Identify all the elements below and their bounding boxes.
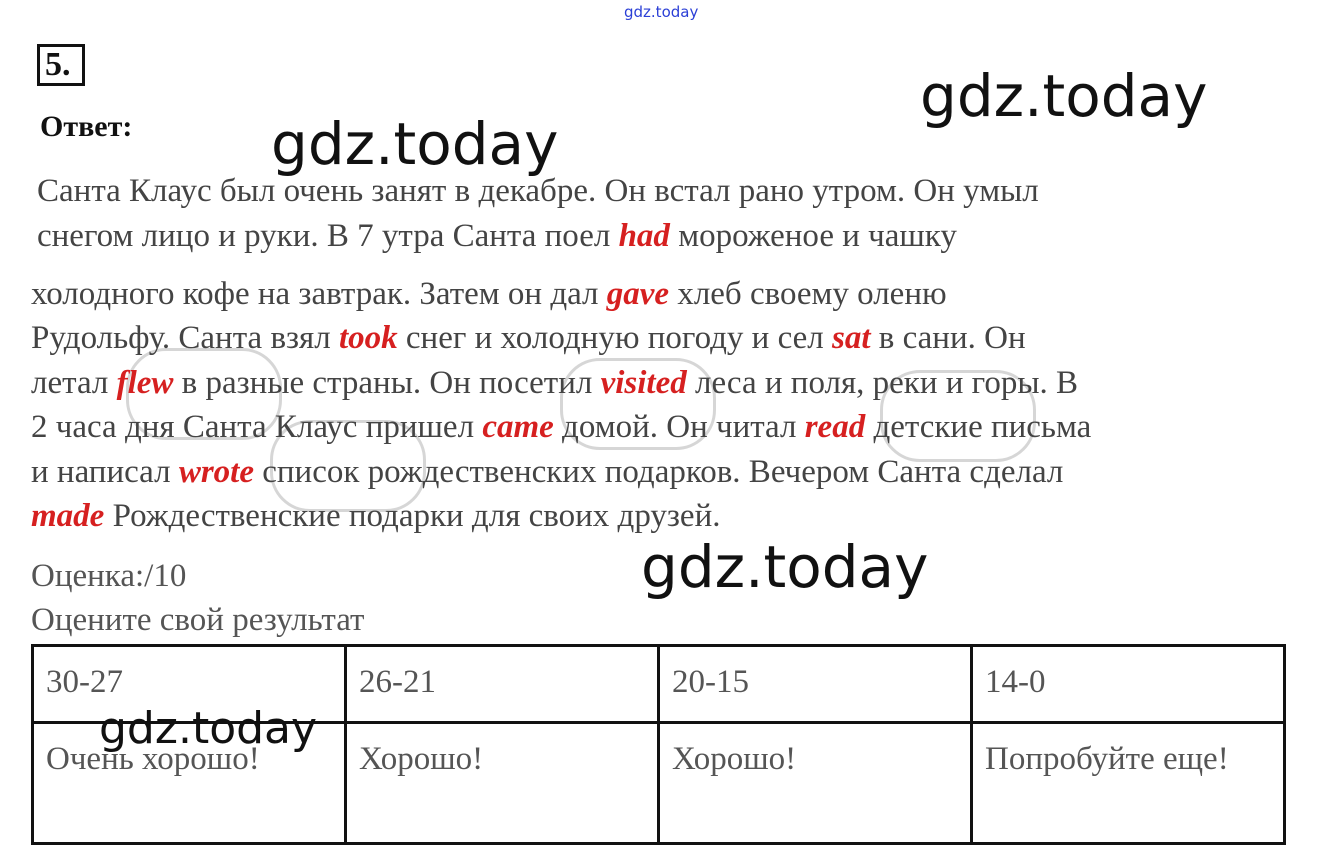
text-segment: Рудольфу. Санта взял: [31, 320, 339, 356]
highlighted-verb: had: [618, 218, 670, 254]
highlighted-verb: flew: [116, 365, 174, 401]
text-segment: домой. Он читал: [553, 409, 805, 445]
highlighted-verb: sat: [832, 320, 871, 356]
text-line: Санта Клаус был очень занят в декабре. Он встал рано утром. Он умыл: [37, 173, 1039, 209]
text-segment: в разные страны. Он посетил: [173, 365, 601, 401]
text-line: [31, 320, 1026, 357]
verdict-cell: Очень хорошо!: [33, 723, 346, 844]
text-segment: хлеб своему оленю: [669, 276, 947, 312]
text-line: [31, 498, 720, 535]
text-segment: леса и поля, реки и горы. В: [686, 365, 1079, 401]
exercise-number: 5.: [37, 44, 85, 86]
text-line: [37, 218, 957, 255]
text-segment: Рождественские подарки для своих друзей.: [104, 498, 721, 534]
text-segment: снег и холодную погоду и сел: [397, 320, 833, 356]
text-segment: мороженое и чашку: [669, 218, 957, 254]
highlighted-verb: wrote: [178, 454, 254, 490]
verdict-cell: Хорошо!: [659, 723, 972, 844]
highlighted-verb: made: [31, 498, 105, 534]
watermark-large: gdz.today: [641, 533, 929, 601]
score-range-cell: 14-0: [972, 646, 1285, 723]
text-line: [31, 365, 1078, 402]
text-segment: снегом лицо и руки. В 7 утра Санта поел: [37, 218, 619, 254]
highlighted-verb: took: [338, 320, 398, 356]
score-range-cell: 20-15: [659, 646, 972, 723]
verdict-cell: Попробуйте еще!: [972, 723, 1285, 844]
watermark-large: gdz.today: [99, 703, 318, 754]
text-segment: летал: [31, 365, 117, 401]
highlighted-verb: came: [482, 409, 554, 445]
text-line: [31, 276, 947, 313]
verdict-cell: Хорошо!: [346, 723, 659, 844]
text-line: [31, 409, 1091, 446]
rate-prompt: Оцените свой результат: [31, 602, 365, 638]
score-range-cell: 26-21: [346, 646, 659, 723]
text-line: [31, 454, 1063, 491]
highlighted-verb: visited: [600, 365, 687, 401]
watermark-large: gdz.today: [920, 62, 1208, 130]
text-segment: детские письма: [865, 409, 1092, 445]
rating-label: Оценка:/10: [31, 558, 187, 594]
answer-label: Ответ:: [40, 110, 133, 143]
highlighted-verb: gave: [606, 276, 670, 312]
text-segment: холодного кофе на завтрак. Затем он дал: [31, 276, 607, 312]
text-segment: и написал: [31, 454, 179, 490]
highlighted-verb: read: [804, 409, 866, 445]
text-segment: 2 часа дня Санта Клаус пришел: [31, 409, 483, 445]
text-segment: в сани. Он: [870, 320, 1026, 356]
score-range-cell: 30-27: [33, 646, 346, 723]
watermark-top: gdz.today: [624, 3, 699, 21]
watermark-large: gdz.today: [271, 110, 559, 178]
text-segment: список рождественских подарков. Вечером Санта сделал: [253, 454, 1064, 490]
